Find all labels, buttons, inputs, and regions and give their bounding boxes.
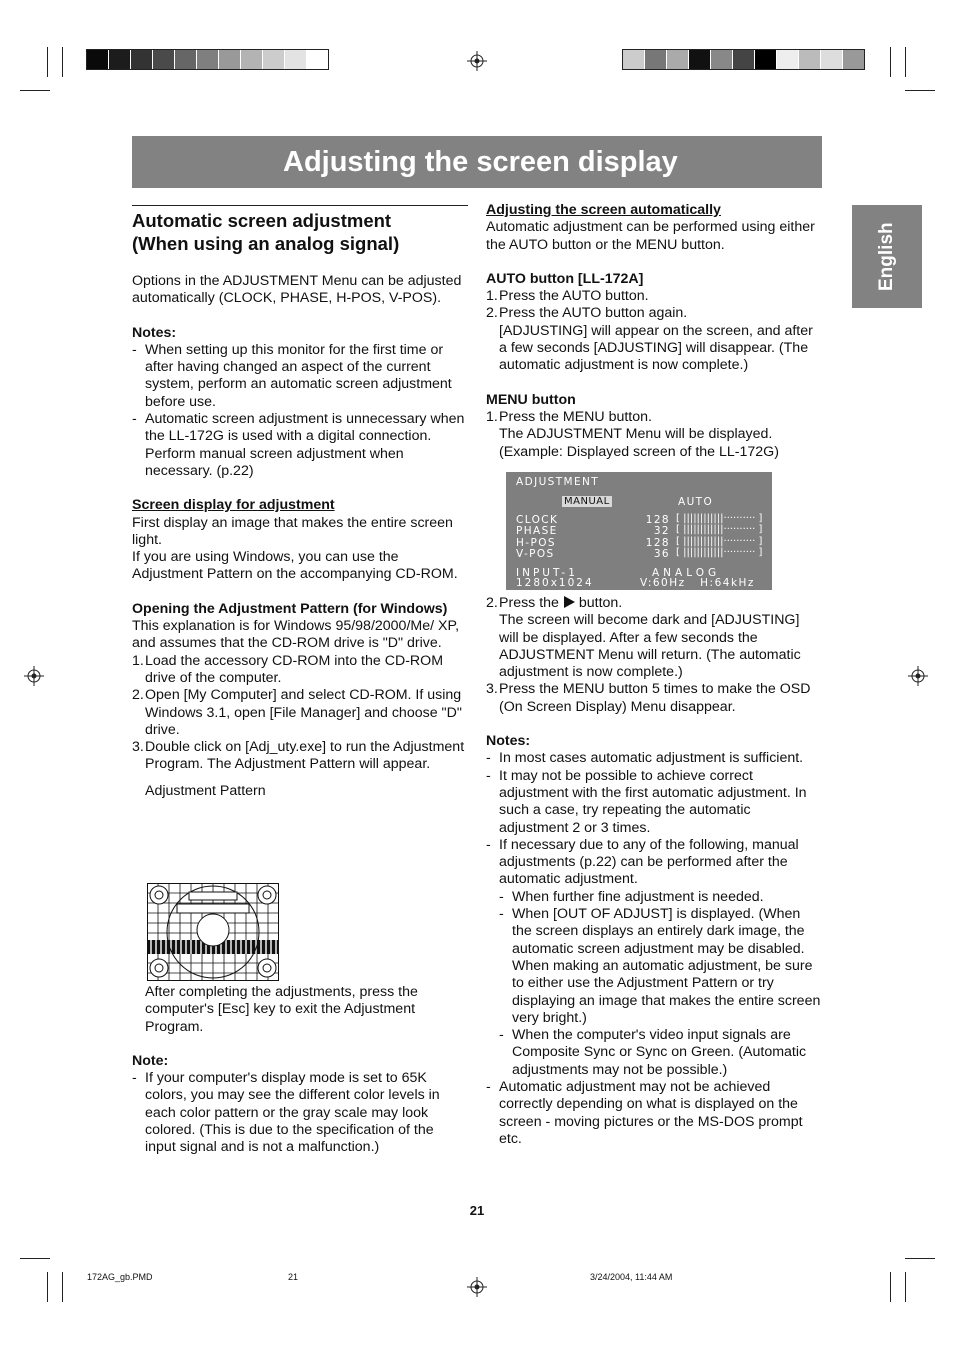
- note-item: - If necessary due to any of the following, manual adjustments (p.22) can be performed after the automatic adjustment.: [486, 836, 799, 888]
- page-title: Adjusting the screen display: [283, 146, 678, 178]
- figure-label: Adjustment Pattern: [145, 782, 266, 799]
- step-item: 2. Press the AUTO button again.: [486, 305, 688, 322]
- subsection-heading: Opening the Adjustment Pattern (for Windows): [132, 600, 448, 617]
- step-item: 2. Press the button.: [486, 595, 623, 611]
- footer-date: 3/24/2004, 11:44 AM: [590, 1272, 673, 1282]
- left-column: [132, 209, 468, 800]
- notes-heading: Notes:: [132, 324, 177, 341]
- page-number: 21: [469, 1203, 485, 1218]
- title-band: [132, 136, 822, 188]
- osd-row-label: CLOCK: [516, 514, 559, 526]
- osd-row-value: 32: [653, 525, 670, 537]
- left-column-rule: [132, 205, 468, 206]
- registration-target-icon: [908, 666, 928, 686]
- osd-row-label: V-POS: [516, 548, 555, 560]
- osd-manual-tab: MANUAL: [564, 496, 610, 507]
- note-item: - If your computer's display mode is set to 65K colors, you may see the different color levels in each color pattern or the gray scale may look colored. (This is due to the specification of the input signal and is not a malfunction.): [132, 1070, 440, 1156]
- osd-resolution: 1280x1024: [516, 577, 594, 589]
- gray-scale-bar-right: [622, 49, 865, 70]
- footer-file: 172AG_gb.PMD: [87, 1272, 153, 1282]
- note-heading: Note:: [132, 1052, 169, 1069]
- osd-menu-example: [506, 472, 772, 590]
- osd-signal-type: ANALOG: [652, 567, 721, 579]
- language-tab: [852, 205, 922, 308]
- step-item: 3. Double click on [Adj_uty.exe] to run the Adjustment Program. The Adjustment Pattern will appear.: [132, 739, 465, 773]
- step-item: 1. Press the MENU button.: [486, 408, 652, 425]
- step-item: 1. Press the AUTO button.: [486, 288, 649, 305]
- section-heading: Automatic screen adjustment (When using an analog signal): [132, 210, 400, 254]
- osd-gauge: [ ||||||||||||·········· ]: [676, 536, 763, 547]
- note-item: - In most cases automatic adjustment is sufficient.: [486, 750, 804, 767]
- osd-row-value: 128: [645, 537, 670, 549]
- subnote-item: - When the computer's video input signals are Composite Sync or Sync on Green. (Automatic adjustments may not be possible.): [499, 1027, 807, 1078]
- subsection-heading: MENU button: [486, 391, 576, 408]
- osd-frequency: V:60Hz H:64kHz: [640, 577, 755, 589]
- osd-row-label: PHASE: [516, 525, 558, 537]
- right-column: [486, 202, 822, 461]
- note-item: - Automatic adjustment may not be achieved correctly depending on what is displayed on the screen - moving pictures or the MS-DOS prompt etc.: [486, 1079, 803, 1147]
- note-item: - Automatic screen adjustment is unnecessary when the LL-172G is used with a digital connection. Perform manual screen adjustment when necessary. (p.22): [132, 411, 465, 479]
- registration-target-icon: [467, 51, 487, 71]
- note-item: - When setting up this monitor for the first time or after having changed an aspect of the current system, perform an automatic screen adjustment before use.: [132, 341, 452, 410]
- paragraph: This explanation is for Windows 95/98/2000/Me/ XP, and assumes that the CD-ROM drive is "D" drive.: [132, 618, 460, 652]
- osd-gauge: [ ||||||||||||·········· ]: [676, 524, 763, 535]
- subsection-heading: AUTO button [LL-172A]: [486, 270, 644, 287]
- paragraph: Automatic adjustment can be performed using either the AUTO button or the MENU button.: [486, 219, 815, 253]
- play-triangle-icon: [563, 596, 575, 608]
- step-item: 1. Load the accessory CD-ROM into the CD-ROM drive of the computer.: [132, 652, 444, 686]
- osd-row-label: H-POS: [516, 537, 556, 549]
- adjustment-pattern-figure: [147, 883, 279, 981]
- notes-heading: Notes:: [486, 733, 531, 750]
- paragraph: [ADJUSTING] will appear on the screen, and after a few seconds [ADJUSTING] will disappear. (The automatic adjustment is now complete.): [499, 322, 813, 374]
- registration-target-icon: [467, 1277, 487, 1297]
- paragraph: First display an image that makes the entire screen light.: [132, 514, 453, 548]
- osd-auto-tab: AUTO: [678, 496, 714, 508]
- subsection-heading: Screen display for adjustment: [132, 497, 335, 514]
- step-item: 3. Press the MENU button 5 times to make the OSD (On Screen Display) Menu disappear.: [486, 681, 811, 715]
- paragraph: The ADJUSTMENT Menu will be displayed. (Example: Displayed screen of the LL-172G): [499, 426, 779, 460]
- paragraph: The screen will become dark and [ADJUSTING] will be displayed. After a few seconds the ADJUSTMENT Menu will return. (The automatic adjustment is now complete.): [499, 612, 801, 681]
- right-column-lower: [486, 595, 822, 1148]
- language-tab-label: English: [876, 222, 897, 291]
- subsection-heading: Adjusting the screen automatically: [486, 202, 721, 218]
- osd-row-value: 128: [645, 514, 670, 526]
- osd-title: ADJUSTMENT: [516, 476, 600, 488]
- osd-row-value: 36: [653, 548, 670, 560]
- step-item: 2. Open [My Computer] and select CD-ROM. If using Windows 3.1, open [File Manager] and choose "D" drive.: [132, 687, 462, 738]
- subnote-item: - When further fine adjustment is needed.: [499, 888, 764, 905]
- osd-gauge: [ ||||||||||||·········· ]: [676, 513, 763, 524]
- subnote-item: - When [OUT OF ADJUST] is displayed. (When the screen displays an entirely dark image, the automatic screen adjustment may be disabled. When making an automatic adjustment, be sure to either use the Adjustment Pattern or try displaying an image that makes the entire screen very bright.): [499, 906, 821, 1026]
- gray-scale-bar-left: [86, 49, 329, 70]
- footer-page: 21: [288, 1272, 299, 1282]
- paragraph: If you are using Windows, you can use the Adjustment Pattern on the accompanying CD-ROM.: [132, 549, 458, 583]
- osd-gauge: [ ||||||||||||·········· ]: [676, 547, 763, 558]
- registration-target-icon: [24, 666, 44, 686]
- note-item: - It may not be possible to achieve correct adjustment with the first automatic adjustment. In such a case, try repeating the automatic adjustment 2 or 3 times.: [486, 767, 807, 836]
- osd-input: INPUT-1: [516, 567, 578, 579]
- paragraph: After completing the adjustments, press the computer's [Esc] key to exit the Adjustment Program.: [145, 984, 418, 1035]
- left-column-lower: [132, 984, 468, 1157]
- intro-text: Options in the ADJUSTMENT Menu can be adjusted automatically (CLOCK, PHASE, H-POS, V-POS).: [132, 273, 462, 307]
